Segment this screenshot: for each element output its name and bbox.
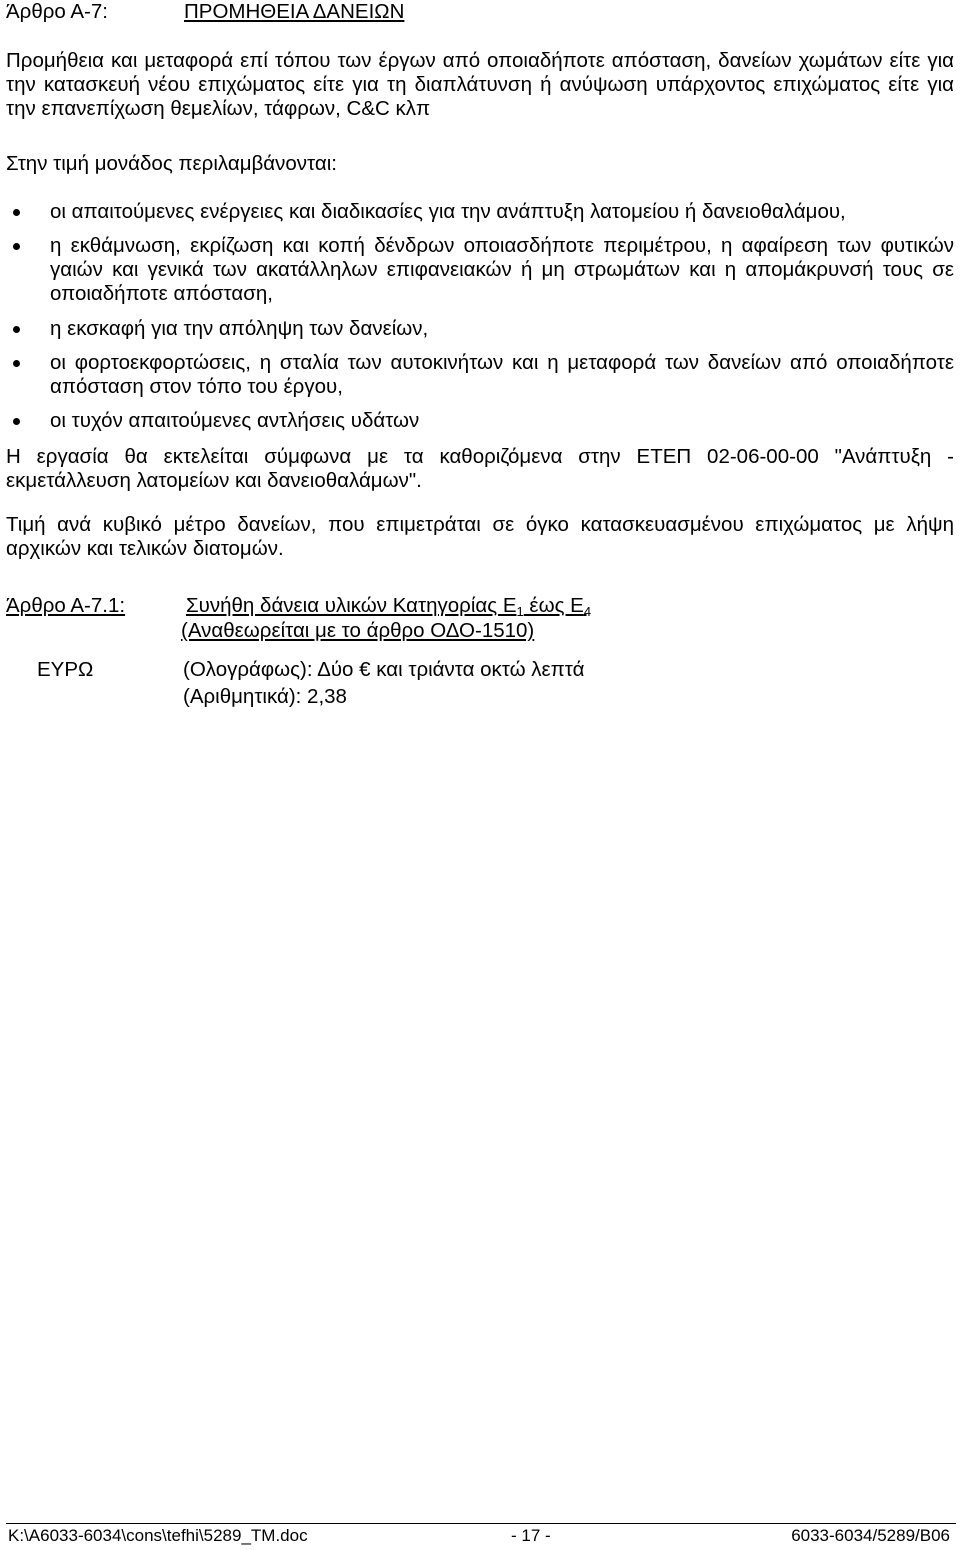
bullet-icon — [13, 418, 20, 425]
subscript-1: 1 — [516, 604, 524, 619]
list-item-text: οι απαιτούμενες ενέργειες και διαδικασίες για την ανάπτυξη λατομείου ή δανειοθαλάμου, — [50, 200, 846, 223]
footer-doc-code: 6033-6034/5289/Β06 — [791, 1526, 950, 1545]
article-label: Άρθρο Α-7: — [6, 0, 108, 23]
price-in-numbers: (Αριθμητικά): 2,38 — [183, 685, 347, 708]
sub-article-title — [186, 594, 591, 618]
page-footer — [6, 1523, 956, 1545]
article-title: ΠΡΟΜΗΘΕΙΑ ΔΑΝΕΙΩΝ — [184, 0, 405, 23]
list-item-text: οι φορτοεκφορτώσεις, η σταλία των αυτοκινήτων και η μεταφορά των δανείων από οποιαδήποτε απόσταση στον τόπο του έργου, — [50, 351, 954, 398]
sub-article-number: Άρθρο Α-7.1: — [6, 594, 126, 617]
sub-article-title-text: Συνήθη δάνεια υλικών Κατηγορίας Ε — [186, 594, 517, 617]
intro-paragraph: Προμήθεια και μεταφορά επί τόπου των έργων από οποιαδήποτε απόσταση, δανείων χωμάτων είτε για την κατασκευή νέου επιχώματος είτε για τη διαπλάτυνση ή ανύψωση υπάρχοντος επιχώματος είτε για την επανεπίχωση θεμελίων, τάφρων, C&C κλπ — [6, 49, 954, 120]
revision-note: (Αναθεωρείται με το άρθρο ΟΔΟ-1510) — [181, 619, 535, 642]
currency-label: ΕΥΡΩ — [37, 658, 94, 681]
footer-page-number: - 17 - — [511, 1526, 551, 1545]
sub-article-title-mid: έως Ε — [523, 594, 584, 617]
list-item — [0, 409, 960, 433]
list-item — [0, 234, 960, 306]
includes-list — [0, 200, 960, 433]
sub-article-label — [6, 594, 125, 618]
list-item — [0, 200, 960, 224]
bullet-icon — [13, 360, 20, 367]
price-in-words: (Ολογράφως): Δύο € και τριάντα οκτώ λεπτά — [183, 658, 585, 681]
footer-file-path: K:\A6033-6034\cons\tefhi\5289_TM.doc — [8, 1526, 308, 1545]
list-item-text: η εκθάμνωση, εκρίζωση και κοπή δένδρων οποιασδήποτε περιμέτρου, η αφαίρεση των φυτικών γαιών και γενικά των ακατάλληλων επιφανειακών ή μη στρωμάτων και η απομάκρυνσή τους σε οποιαδήποτε απόσταση, — [50, 234, 954, 305]
bullet-icon — [13, 326, 20, 333]
list-item-text: η εκσκαφή για την απόληψη των δανείων, — [50, 317, 429, 340]
list-item — [0, 317, 960, 341]
list-item-text: οι τυχόν απαιτούμενες αντλήσεις υδάτων — [50, 409, 420, 432]
includes-heading: Στην τιμή μονάδος περιλαμβάνονται: — [6, 152, 337, 175]
bullet-icon — [13, 209, 20, 216]
bullet-icon — [13, 243, 20, 250]
subscript-4: 4 — [583, 604, 592, 619]
work-spec-paragraph: Η εργασία θα εκτελείται σύμφωνα με τα καθοριζόμενα στην ΕΤΕΠ 02-06-00-00 "Ανάπτυξη - εκμετάλλευση λατομείων και δανειοθαλάμων". — [6, 445, 954, 492]
list-item — [0, 351, 960, 399]
unit-price-paragraph: Τιμή ανά κυβικό μέτρο δανείων, που επιμετράται σε όγκο κατασκευασμένου επιχώματος με λήψη αρχικών και τελικών διατομών. — [6, 513, 954, 560]
